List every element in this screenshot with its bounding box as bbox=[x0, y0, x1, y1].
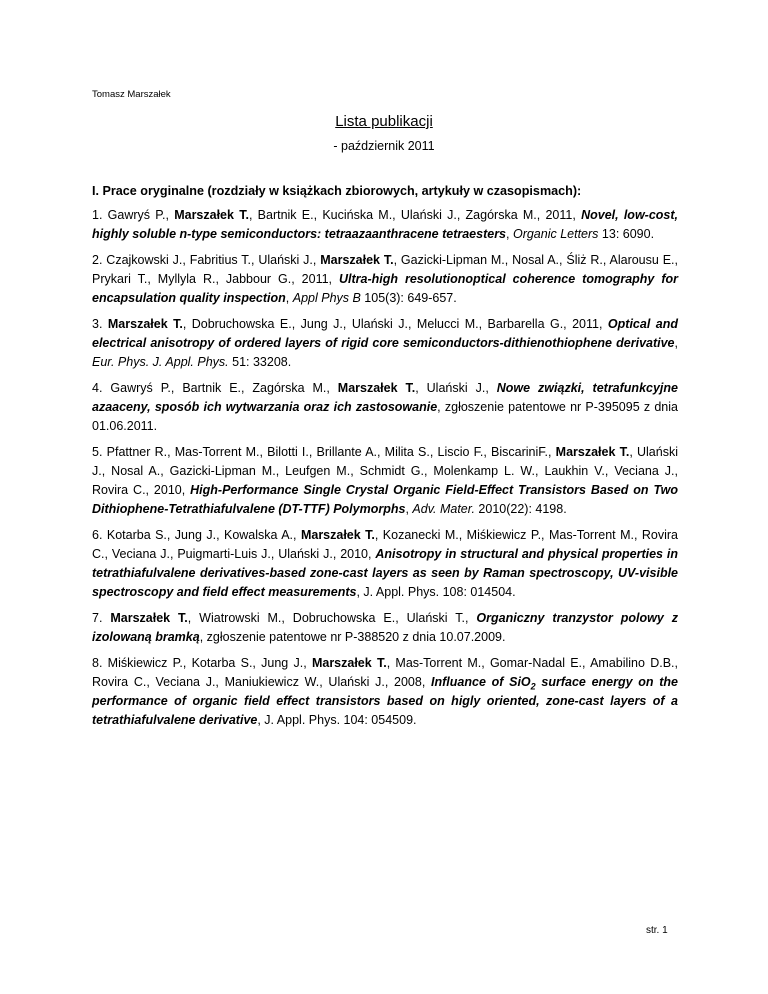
page-title: Lista publikacji bbox=[335, 113, 433, 130]
pub-authors: , Gazicki-Lipman M., Nosal A., Śliż R., Alarousu E., Prykari T., Myllyla R., Jabbour G., 2011, bbox=[92, 253, 678, 286]
pub-journal: Organic Letters bbox=[512, 227, 599, 241]
pub-title: Organiczny tranzystor polowy z izolowaną bramką bbox=[92, 611, 678, 644]
pub-journal: Appl Phys B bbox=[292, 291, 361, 305]
pub-number: 1. bbox=[92, 208, 103, 222]
pub-details: 105(3): 649-657. bbox=[360, 291, 457, 305]
section-heading: I. Prace oryginalne (rozdziały w książkach zbiorowych, artykuły w czasopismach): bbox=[92, 184, 582, 198]
publication-item bbox=[92, 379, 678, 436]
publication-item bbox=[92, 654, 678, 730]
pub-authors: , Kozanecki M., Miśkiewicz P., Mas-Torrent M., Rovira C., Veciana J., Puigmarti-Luis J., Ulański J., 2010, bbox=[92, 528, 678, 561]
pub-title: Anisotropy in structural and physical properties in tetrathiafulvalene derivatives-based zone-cast layers as seen by Raman spectroscopy, UV-visible spectroscopy and field effect measurements bbox=[92, 547, 678, 599]
pub-authors: , Ulański J., Nosal A., Gazicki-Lipman M., Leufgen M., Schmidt G., Molenkamp L. W., Laukhin V., Veciana J., Rovira C., 2010, bbox=[92, 445, 678, 497]
pub-authors: , Mas-Torrent M., Gomar-Nadal E., Amabilino D.B., Rovira C., Veciana J., Maniukiewicz W., Ulański J., 2008, bbox=[92, 656, 678, 689]
publication-list bbox=[92, 206, 678, 737]
pub-number: 3. bbox=[92, 317, 103, 331]
pub-author-highlight: Marszałek T. bbox=[311, 656, 387, 670]
publication-item bbox=[92, 315, 678, 372]
pub-authors: Czajkowski J., Fabritius T., Ulański J., bbox=[102, 253, 321, 267]
pub-author-highlight: Marszałek T. bbox=[300, 528, 375, 542]
pub-title: Nowe związki, tetrafunkcyjne azaaceny, sposób ich wytwarzania oraz ich zastosowanie bbox=[92, 381, 678, 414]
pub-authors: Gawryś P., bbox=[102, 208, 175, 222]
pub-separator: , bbox=[506, 227, 513, 241]
pub-details: 13: 6090. bbox=[598, 227, 655, 241]
pub-authors: , Ulański J., bbox=[415, 381, 497, 395]
pub-title-subscript: 2 bbox=[530, 681, 536, 692]
pub-number: 8. bbox=[92, 656, 103, 670]
pub-details: , J. Appl. Phys. 108: 014504. bbox=[356, 585, 516, 599]
pub-authors: Pfattner R., Mas-Torrent M., Bilotti I., Brillante A., Milita S., Liscio F., BiscariniF., bbox=[102, 445, 556, 459]
publication-item bbox=[92, 251, 678, 308]
pub-authors: , Bartnik E., Kucińska M., Ulański J., Zagórska M., 2011, bbox=[248, 208, 582, 222]
publication-item bbox=[92, 526, 678, 602]
pub-details: , zgłoszenie patentowe nr P-395095 z dnia 01.06.2011. bbox=[92, 400, 678, 433]
publication-item bbox=[92, 443, 678, 519]
pub-title-part: Influance of SiO bbox=[431, 675, 531, 689]
page-date: - październik 2011 bbox=[333, 139, 435, 153]
pub-title: Novel, low-cost, highly soluble n-type semiconductors: tetraazaanthracene tetraesters bbox=[92, 208, 678, 241]
pub-authors: Gawryś P., Bartnik E., Zagórska M., bbox=[102, 381, 338, 395]
pub-number: 7. bbox=[92, 611, 103, 625]
pub-title: Ultra-high resolutionoptical coherence tomography for encapsulation quality inspection bbox=[92, 272, 679, 305]
pub-title-part: surface energy on the performance of organic field effect transistors based on higly oriented, zone-cast layers of a tetrathiafulvalene derivative bbox=[92, 675, 679, 727]
pub-number: 4. bbox=[92, 381, 103, 395]
pub-authors: Kotarba S., Jung J., Kowalska A., bbox=[102, 528, 301, 542]
pub-separator: , bbox=[405, 502, 413, 516]
pub-authors: , Wiatrowski M., Dobruchowska E., Ulański T., bbox=[187, 611, 477, 625]
pub-author-highlight: Marszałek T. bbox=[337, 381, 416, 395]
pub-number: 6. bbox=[92, 528, 103, 542]
pub-author-highlight: Marszałek T. bbox=[110, 611, 188, 625]
pub-author-highlight: Marszałek T. bbox=[320, 253, 394, 267]
page-number: str. 1 bbox=[646, 925, 668, 936]
pub-author-highlight: Marszałek T. bbox=[555, 445, 630, 459]
pub-title: Optical and electrical anisotropy of ordered layers of rigid core semiconductors-dithienothiophene derivative bbox=[92, 317, 678, 350]
pub-number: 2. bbox=[92, 253, 103, 267]
pub-journal: Adv. Mater. bbox=[412, 502, 475, 516]
pub-authors: Miśkiewicz P., Kotarba S., Jung J., bbox=[102, 656, 312, 670]
pub-journal: Eur. Phys. J. Appl. Phys. bbox=[92, 355, 229, 369]
pub-title: High-Performance Single Crystal Organic Field-Effect Transistors Based on Two Dithiophene-Tetrathiafulvalene (DT-TTF) Polymorphs bbox=[92, 483, 678, 516]
pub-details: , zgłoszenie patentowe nr P-388520 z dnia 10.07.2009. bbox=[199, 630, 506, 644]
pub-separator: , bbox=[285, 291, 293, 305]
pub-author-highlight: Marszałek T. bbox=[174, 208, 249, 222]
pub-details: 2010(22): 4198. bbox=[474, 502, 567, 516]
pub-details: 51: 33208. bbox=[228, 355, 292, 369]
publication-item bbox=[92, 206, 678, 244]
pub-number: 5. bbox=[92, 445, 103, 459]
pub-separator: , bbox=[674, 336, 678, 350]
author-name: Tomasz Marszałek bbox=[92, 89, 171, 100]
publication-item bbox=[92, 609, 678, 647]
pub-details: , J. Appl. Phys. 104: 054509. bbox=[257, 713, 417, 727]
pub-authors: , Dobruchowska E., Jung J., Ulański J., Melucci M., Barbarella G., 2011, bbox=[182, 317, 608, 331]
pub-author-highlight: Marszałek T. bbox=[107, 317, 183, 331]
